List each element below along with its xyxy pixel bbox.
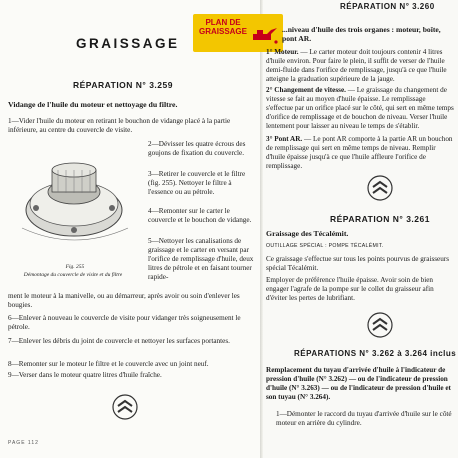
step-7: 7—Enlever les débris du joint de couvercle et nettoyer les surfaces portantes. bbox=[8, 337, 230, 345]
plan-de-graissage-badge[interactable] bbox=[193, 14, 283, 52]
page-gutter bbox=[260, 0, 263, 458]
tool-line: OUTILLAGE SPÉCIAL : POMPE TÉCALÉMIT. bbox=[266, 243, 384, 249]
step-4: 4—Remonter sur le carter le couvercle et le bouchon de vidange. bbox=[148, 207, 252, 224]
repair-title-3262-3264: RÉPARATIONS N° 3.262 à 3.264 inclus bbox=[294, 349, 457, 358]
badge-line-1: PLAN DE bbox=[205, 18, 241, 27]
oil-can-icon bbox=[249, 20, 279, 46]
page-number: PAGE 112 bbox=[8, 440, 39, 446]
step-5: 5—Nettoyer les canalisations de graissage et le carter en versant par l'orifice de remplissage d'huile, deux litres de pétrole et en faisant tourner rapide- bbox=[148, 237, 254, 281]
item-gearbox-title: 2° Changement de vitesse. bbox=[266, 86, 346, 94]
step-1: 1—Vider l'huile du moteur en retirant le bouchon de vidange placé à la partie inférieure, au centre du couvercle de visite. bbox=[8, 117, 231, 134]
item-moteur-text: — Le carter moteur doit toujours contenir 4 litres d'huile environ. Pour faire le plein, il suffit de verser de l'huile demi-fluide dans l'orifice de remplissage, jusqu'à ce que l'huile atteigne la graduation supérieure de la jauge. bbox=[266, 48, 447, 83]
replace-step-1: 1—Démonter le raccord du tuyau d'arrivée d'huile sur le côté moteur en arrière du cylindre. bbox=[276, 410, 452, 427]
repair-title-3261: RÉPARATION N° 3.261 bbox=[330, 214, 430, 224]
item-moteur-title: 1° Moteur. bbox=[266, 48, 299, 56]
figure-255 bbox=[12, 140, 140, 260]
step-8: 8—Remonter sur le moteur le filtre et le couvercle avec un joint neuf. bbox=[8, 360, 209, 368]
step-3: 3—Retirer le couvercle et le filtre (fig. 255). Nettoyer le filtre à l'essence ou au pétrole. bbox=[148, 170, 246, 196]
item-moteur bbox=[266, 48, 454, 84]
item-rear-axle-text: — Le pont AR comporte à la partie AR un bouchon de remplissage qui sert en même temps de niveau. Remplir d'huile épaisse jusqu'à ce que l'huile affleure l'orifice de remplissage. bbox=[266, 135, 453, 170]
filter-cover-illustration bbox=[12, 140, 140, 260]
repair-title-3260: RÉPARATION N° 3.260 bbox=[340, 2, 435, 11]
level-section-title: ...niveau d'huile des trois organes : moteur, boîte, pont AR. bbox=[282, 25, 441, 43]
citroen-chevron-logo-2 bbox=[367, 175, 393, 201]
repair-title-3259: RÉPARATION N° 3.259 bbox=[73, 80, 173, 90]
figure-number: Fig. 255 bbox=[65, 264, 85, 270]
grease-title: Graissage des Técalémit. bbox=[266, 229, 349, 238]
grease-paragraph-2: Employer de préférence l'huile épaisse. Avoir soin de bien engager l'agrafe de la pompe sur le collet du graisseur afin d'éviter les pertes de lubrifiant. bbox=[266, 276, 434, 302]
replace-title: Remplacement du tuyau d'arrivée d'huile à l'indicateur de pression d'huile (N° 3.262) — ou de l'indicateur de pression d'huile (N° 3.263) — ou de l'indicateur de pression d'huile et son tuyau (N° 3.264). bbox=[266, 366, 451, 401]
step-9: 9—Verser dans le moteur quatre litres d'huile fraîche. bbox=[8, 371, 162, 379]
page-heading: GRAISSAGE bbox=[76, 36, 180, 51]
item-rear-axle-title: 3° Pont AR. bbox=[266, 135, 303, 143]
badge-line-2: GRAISSAGE bbox=[198, 27, 247, 36]
step-2: 2—Dévisser les quatre écrous des goujons de fixation du couvercle. bbox=[148, 140, 246, 157]
citroen-chevron-logo bbox=[112, 394, 138, 420]
step-5-continued: ment le moteur à la manivelle, ou au démarreur, après avoir ou soin d'enlever les bougies. bbox=[8, 292, 240, 309]
section-title: Vidange de l'huile du moteur et nettoyage du filtre. bbox=[8, 100, 178, 109]
citroen-chevron-logo-3 bbox=[367, 312, 393, 338]
step-6: 6—Enlever à nouveau le couvercle de visite pour vidanger très soigneusement le pétrole. bbox=[8, 314, 241, 331]
grease-paragraph-1: Ce graissage s'effectue sur tous les points pourvus de graisseurs spécial Técalémit. bbox=[266, 255, 450, 272]
figure-caption: Démontage du couvercle de visite et du filtre bbox=[23, 272, 123, 278]
item-gearbox-text: — Le graissage du changement de vitesse se fait au moyen d'huile épaisse. Le remplissage s'effectue par un orifice placé sur le côté, qui sert en même temps d'orifice de remplissage et de bouchon de niveau. Verser l'huile lentement pour laisser au niveau le temps de s'établir. bbox=[266, 86, 454, 130]
item-gearbox bbox=[266, 86, 454, 131]
item-rear-axle bbox=[266, 135, 454, 171]
